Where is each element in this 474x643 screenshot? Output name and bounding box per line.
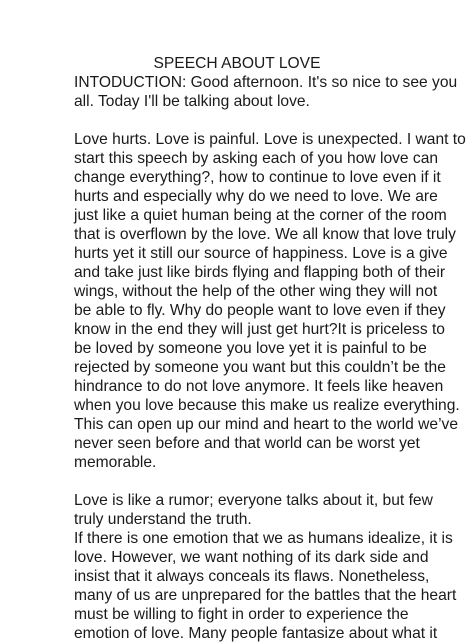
paragraph-2-line-3: change everything?, how to continue to love even if it xyxy=(74,169,441,186)
paragraph-2-line-10: be able to fly. Why do people want to love even if they xyxy=(74,302,446,319)
paragraph-2-line-6: that is overflown by the love. We all know that love truly xyxy=(74,226,456,243)
paragraph-3-line-6: many of us are unprepared for the battles that the heart xyxy=(74,587,457,604)
paragraph-2-line-4: hurts and especially why do we need to love. We are xyxy=(74,188,438,205)
paragraph-3-line-3: If there is one emotion that we as humans idealize, it is xyxy=(74,530,453,547)
paragraph-2-line-1: Love hurts. Love is painful. Love is unexpected. I want to xyxy=(74,131,466,148)
paragraph-2-line-8: and take just like birds flying and flapping both of their xyxy=(74,264,446,281)
paragraph-2-line-2: start this speech by asking each of you how love can xyxy=(74,150,439,167)
paragraph-2-line-14: hindrance to do not love anymore. It feels like heaven xyxy=(74,378,444,395)
paragraph-1-line-1: INTODUCTION: Good afternoon. It's so nice to see you xyxy=(74,74,458,91)
document-title: SPEECH ABOUT LOVE xyxy=(153,55,321,72)
paragraph-3-line-1: Love is like a rumor; everyone talks about it, but few xyxy=(74,492,433,509)
paragraph-2-line-18: memorable. xyxy=(74,454,157,471)
paragraph-2-line-16: This can open up our mind and heart to the world we’ve xyxy=(74,416,459,433)
paragraph-2-line-11: know in the end they will just get hurt?It is priceless to xyxy=(74,321,445,338)
paragraph-3-line-4: love. However, we want nothing of its dark side and xyxy=(74,549,429,566)
paragraph-3-line-2: truly understand the truth. xyxy=(74,511,252,528)
paragraph-2-line-7: hurts yet it still our source of happiness. Love is a give xyxy=(74,245,448,262)
paragraph-2-line-5: just like a quiet human being at the corner of the room xyxy=(74,207,447,224)
paragraph-3-line-8: emotion of love. Many people fantasize about what it xyxy=(74,625,438,642)
paragraph-2-line-9: wings, without the help of the other wing they will not xyxy=(74,283,438,300)
paragraph-2-line-12: be loved by someone you love yet it is painful to be xyxy=(74,340,427,357)
paragraph-2-line-13: rejected by someone you want but this couldn’t be the xyxy=(74,359,446,376)
paragraph-2-line-15: when you love because this make us realize everything. xyxy=(74,397,460,414)
paragraph-3-line-7: must be willing to fight in order to experience the xyxy=(74,606,409,623)
paragraph-2-line-17: never seen before and that world can be worst yet xyxy=(74,435,420,452)
paragraph-1-line-2: all. Today I'll be talking about love. xyxy=(74,93,310,110)
paragraph-3-line-5: insist that it always conceals its flaws. Nonetheless, xyxy=(74,568,430,585)
